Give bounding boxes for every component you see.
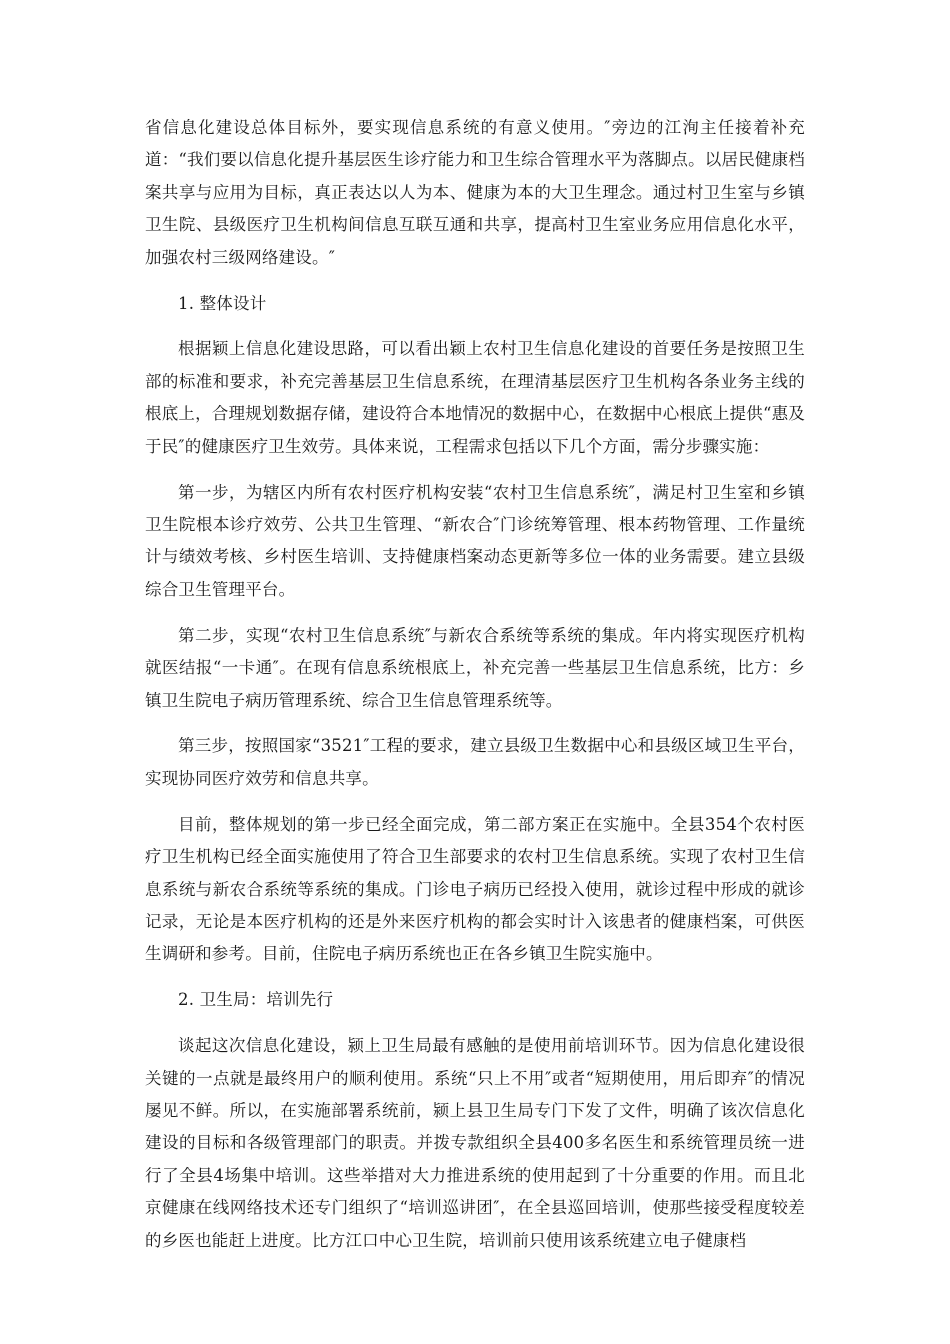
paragraph-step-one: 第一步，为辖区内所有农村医疗机构安装“农村卫生信息系统″，满足村卫生室和乡镇卫生院根本诊疗效劳、公共卫生管理、“新农合″门诊统筹管理、根本药物管理、工作量统计与绩效考核、乡村医生培训、支持健康档案动态更新等多位一体的业务需要。建立县级综合卫生管理平台。 — [145, 482, 805, 599]
paragraph-continuation: 省信息化建设总体目标外，要实现信息系统的有意义使用。″旁边的江洵主任接着补充道：“我们要以信息化提升基层医生诊疗能力和卫生综合管理水平为落脚点。以居民健康档案共享与应用为目标，真正表达以人为本、健康为本的大卫生理念。通过村卫生室与乡镇卫生院、县级医疗卫生机构间信息互联互通和共享，提高村卫生室业务应用信息化水平，加强农村三级网络建设。″ — [145, 118, 805, 267]
paragraph-step-three: 第三步，按照国家“3521″工程的要求，建立县级卫生数据中心和县级区域卫生平台，实现协同医疗效劳和信息共享。 — [145, 736, 805, 788]
paragraph-step-two: 第二步，实现“农村卫生信息系统″与新农合系统等系统的集成。年内将实现医疗机构就医结报“一卡通″。在现有信息系统根底上，补充完善一些基层卫生信息系统，比方：乡镇卫生院电子病历管理系统、综合卫生信息管理系统等。 — [145, 625, 805, 710]
paragraph-overall-design: 根据颖上信息化建设思路，可以看出颖上农村卫生信息化建设的首要任务是按照卫生部的标准和要求，补充完善基层卫生信息系统，在理清基层医疗卫生机构各条业务主线的根底上，合理规划数据存储，建设符合本地情况的数据中心，在数据中心根底上提供“惠及于民″的健康医疗卫生效劳。具体来说，工程需求包括以下几个方面，需分步骤实施： — [145, 339, 805, 456]
section-heading-training-first: 2. 卫生局：培训先行 — [178, 990, 334, 1010]
paragraph-current-progress: 目前，整体规划的第一步已经全面完成，第二部方案正在实施中。全县354个农村医疗卫生机构已经全面实施使用了符合卫生部要求的农村卫生信息系统。实现了农村卫生信息系统与新农合系统等系统的集成。门诊电子病历已经投入使用，就诊过程中形成的就诊记录，无论是本医疗机构的还是外来医疗机构的都会实时计入该患者的健康档案，可供医生调研和参考。目前，住院电子病历系统也正在各乡镇卫生院实施中。 — [145, 814, 805, 964]
paragraph-training: 谈起这次信息化建设，颍上卫生局最有感触的是使用前培训环节。因为信息化建设很关键的一点就是最终用户的顺利使用。系统“只上不用″或者“短期使用，用后即弃″的情况屡见不鲜。所以，在实施部署系统前，颍上县卫生局专门下发了文件，明确了该次信息化建设的目标和各级管理部门的职责。并拨专款组织全县400多名医生和系统管理员统一进行了全县4场集中培训。这些举措对大力推进系统的使用起到了十分重要的作用。而且北京健康在线网络技术还专门组织了“培训巡讲团″，在全县巡回培训，使那些接受程度较差的乡医也能赶上进度。比方江口中心卫生院，培训前只使用该系统建立电子健康档 — [145, 1036, 805, 1250]
section-heading-overall-design: 1. 整体设计 — [178, 293, 267, 313]
document-body — [145, 112, 805, 1271]
